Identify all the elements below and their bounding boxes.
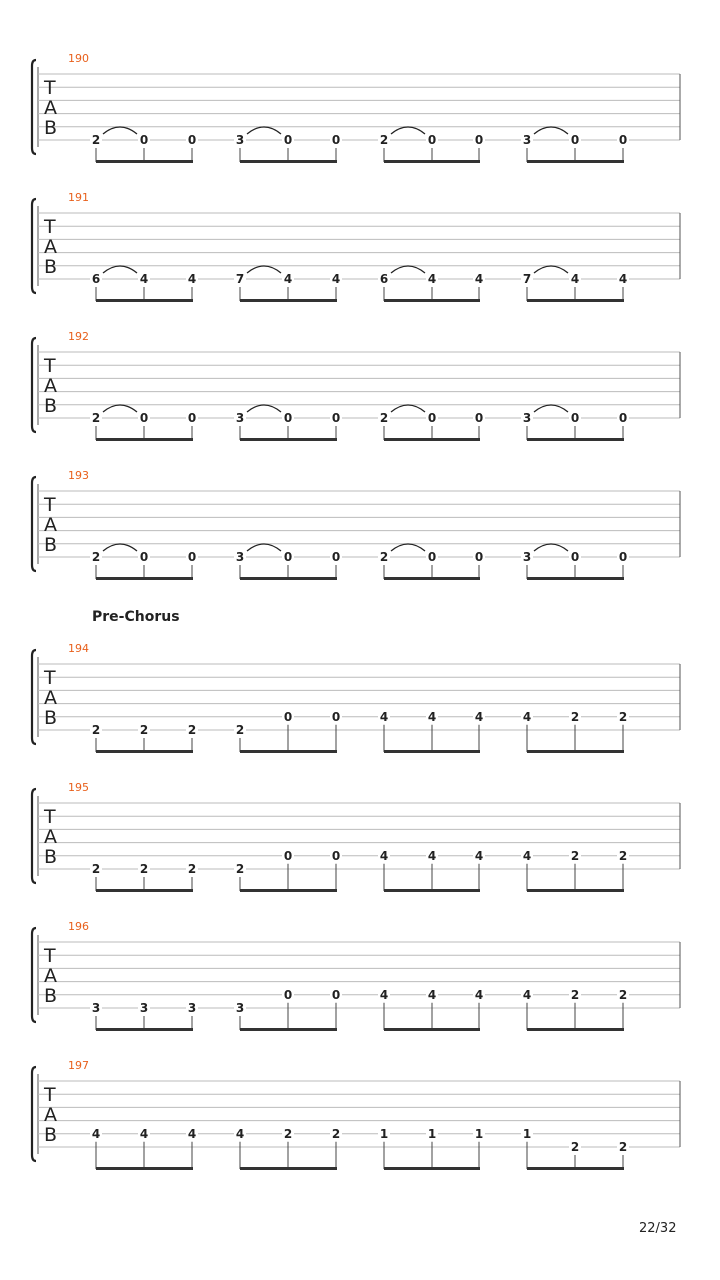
fret-number: 3 <box>235 411 245 425</box>
note-beam <box>527 750 624 753</box>
slur-arc <box>391 544 425 551</box>
fret-number: 3 <box>235 133 245 147</box>
measure-number: 192 <box>68 330 89 343</box>
slur-arc <box>534 405 568 412</box>
fret-number: 4 <box>139 1126 149 1141</box>
fret-number: 0 <box>474 133 484 147</box>
fret-number: 0 <box>427 133 437 147</box>
note-beam <box>527 889 624 892</box>
tab-clef-letter: T <box>44 806 56 828</box>
fret-number: 0 <box>331 709 341 724</box>
tab-clef-letter: T <box>44 945 56 967</box>
tab-clef-letter: A <box>44 97 57 119</box>
measure-number: 196 <box>68 920 89 933</box>
system-bracket <box>32 199 36 293</box>
measure-number: 194 <box>68 642 89 655</box>
tab-clef-letter: T <box>44 667 56 689</box>
measure-number: 195 <box>68 781 89 794</box>
fret-number: 0 <box>187 133 197 147</box>
slur-arc <box>247 127 281 134</box>
note-beam <box>384 889 480 892</box>
note-beam <box>527 1028 624 1031</box>
fret-number: 4 <box>235 1126 245 1141</box>
fret-number: 4 <box>570 272 580 286</box>
slur-arc <box>534 266 568 273</box>
fret-number: 3 <box>139 1001 149 1015</box>
fret-number: 2 <box>618 1140 628 1154</box>
measure-number: 191 <box>68 191 89 204</box>
note-beam <box>384 750 480 753</box>
fret-number: 3 <box>235 550 245 564</box>
slur-arc <box>247 266 281 273</box>
fret-number: 2 <box>187 862 197 876</box>
note-beam <box>96 438 193 441</box>
fret-number: 0 <box>283 848 293 863</box>
note-beam <box>240 1167 337 1170</box>
fret-number: 2 <box>618 848 628 863</box>
fret-number: 6 <box>91 272 101 286</box>
fret-number: 0 <box>283 550 293 564</box>
fret-number: 0 <box>139 411 149 425</box>
fret-number: 0 <box>331 411 341 425</box>
slur-arc <box>391 127 425 134</box>
note-beam <box>96 1167 193 1170</box>
tab-clef-letter: A <box>44 687 57 709</box>
tab-clef-letter: B <box>44 1124 58 1146</box>
fret-number: 2 <box>91 862 101 876</box>
fret-number: 4 <box>379 987 389 1002</box>
fret-number: 2 <box>91 133 101 147</box>
fret-number: 2 <box>235 723 245 737</box>
fret-number: 0 <box>283 411 293 425</box>
note-beam <box>96 577 193 580</box>
fret-number: 4 <box>379 709 389 724</box>
note-beam <box>384 1167 480 1170</box>
measure-number: 197 <box>68 1059 89 1072</box>
tab-clef-letter: A <box>44 236 57 258</box>
slur-arc <box>103 266 137 273</box>
system-bracket <box>32 928 36 1022</box>
system-bracket <box>32 789 36 883</box>
tab-clef-letter: T <box>44 216 56 238</box>
fret-number: 4 <box>91 1126 101 1141</box>
fret-number: 4 <box>474 848 484 863</box>
fret-number: 0 <box>427 550 437 564</box>
fret-number: 0 <box>331 987 341 1002</box>
tab-clef-letter: B <box>44 846 58 868</box>
note-beam <box>527 438 624 441</box>
system-bracket <box>32 1067 36 1161</box>
fret-number: 2 <box>379 133 389 147</box>
note-beam <box>384 1028 480 1031</box>
tab-clef-letter: T <box>44 77 56 99</box>
fret-number: 1 <box>522 1126 532 1141</box>
fret-number: 4 <box>474 987 484 1002</box>
fret-number: 4 <box>474 709 484 724</box>
note-beam <box>384 160 480 163</box>
fret-number: 2 <box>139 723 149 737</box>
tab-clef-letter: T <box>44 1084 56 1106</box>
fret-number: 6 <box>379 272 389 286</box>
fret-number: 2 <box>618 987 628 1002</box>
fret-number: 0 <box>474 550 484 564</box>
note-beam <box>240 438 337 441</box>
note-beam <box>527 577 624 580</box>
fret-number: 0 <box>187 411 197 425</box>
fret-number: 0 <box>618 411 628 425</box>
fret-number: 2 <box>570 987 580 1002</box>
section-label-pre-chorus: Pre-Chorus <box>92 609 180 625</box>
tab-clef-letter: T <box>44 355 56 377</box>
fret-number: 2 <box>187 723 197 737</box>
fret-number: 1 <box>379 1126 389 1141</box>
fret-number: 0 <box>283 987 293 1002</box>
tab-clef-letter: A <box>44 375 57 397</box>
fret-number: 4 <box>331 272 341 286</box>
fret-number: 0 <box>618 550 628 564</box>
fret-number: 4 <box>522 709 532 724</box>
fret-number: 2 <box>379 550 389 564</box>
slur-arc <box>534 544 568 551</box>
fret-number: 4 <box>187 272 197 286</box>
system-bracket <box>32 650 36 744</box>
fret-number: 2 <box>379 411 389 425</box>
fret-number: 0 <box>427 411 437 425</box>
measure-number: 193 <box>68 469 89 482</box>
tab-clef-letter: A <box>44 514 57 536</box>
fret-number: 0 <box>331 133 341 147</box>
fret-number: 4 <box>139 272 149 286</box>
note-beam <box>240 160 337 163</box>
fret-number: 3 <box>91 1001 101 1015</box>
fret-number: 0 <box>618 133 628 147</box>
fret-number: 0 <box>283 133 293 147</box>
fret-number: 4 <box>427 848 437 863</box>
fret-number: 3 <box>235 1001 245 1015</box>
measure-number: 190 <box>68 52 89 65</box>
tab-clef-letter: B <box>44 117 58 139</box>
fret-number: 7 <box>522 272 532 286</box>
fret-number: 0 <box>139 133 149 147</box>
tab-clef-letter: B <box>44 985 58 1007</box>
note-beam <box>96 1028 193 1031</box>
fret-number: 0 <box>331 848 341 863</box>
fret-number: 4 <box>618 272 628 286</box>
fret-number: 0 <box>570 411 580 425</box>
fret-number: 0 <box>570 133 580 147</box>
fret-number: 2 <box>235 862 245 876</box>
fret-number: 2 <box>570 848 580 863</box>
fret-number: 2 <box>331 1126 341 1141</box>
fret-number: 2 <box>91 411 101 425</box>
slur-arc <box>391 266 425 273</box>
slur-arc <box>103 405 137 412</box>
fret-number: 3 <box>522 550 532 564</box>
fret-number: 2 <box>283 1126 293 1141</box>
note-beam <box>240 299 337 302</box>
fret-number: 0 <box>283 709 293 724</box>
system-bracket <box>32 60 36 154</box>
note-beam <box>384 438 480 441</box>
fret-number: 2 <box>139 862 149 876</box>
note-beam <box>96 750 193 753</box>
fret-number: 1 <box>474 1126 484 1141</box>
fret-number: 4 <box>427 709 437 724</box>
slur-arc <box>247 544 281 551</box>
fret-number: 3 <box>522 411 532 425</box>
slur-arc <box>103 127 137 134</box>
fret-number: 2 <box>91 550 101 564</box>
note-beam <box>96 299 193 302</box>
tab-clef-letter: A <box>44 826 57 848</box>
fret-number: 4 <box>283 272 293 286</box>
fret-number: 4 <box>427 987 437 1002</box>
tab-clef-letter: T <box>44 494 56 516</box>
tab-clef-letter: B <box>44 534 58 556</box>
note-beam <box>240 1028 337 1031</box>
fret-number: 0 <box>139 550 149 564</box>
fret-number: 4 <box>427 272 437 286</box>
slur-arc <box>391 405 425 412</box>
tab-clef-letter: A <box>44 1104 57 1126</box>
tab-clef-letter: B <box>44 256 58 278</box>
fret-number: 0 <box>187 550 197 564</box>
fret-number: 0 <box>570 550 580 564</box>
fret-number: 4 <box>522 987 532 1002</box>
note-beam <box>527 299 624 302</box>
note-beam <box>384 299 480 302</box>
note-beam <box>527 1167 624 1170</box>
system-bracket <box>32 477 36 571</box>
fret-number: 0 <box>474 411 484 425</box>
fret-number: 3 <box>522 133 532 147</box>
note-beam <box>240 577 337 580</box>
fret-number: 0 <box>331 550 341 564</box>
note-beam <box>240 889 337 892</box>
tab-clef-letter: B <box>44 707 58 729</box>
slur-arc <box>103 544 137 551</box>
fret-number: 4 <box>474 272 484 286</box>
tab-clef-letter: A <box>44 965 57 987</box>
fret-number: 2 <box>91 723 101 737</box>
fret-number: 1 <box>427 1126 437 1141</box>
tab-clef-letter: B <box>44 395 58 417</box>
note-beam <box>527 160 624 163</box>
note-beam <box>240 750 337 753</box>
fret-number: 2 <box>570 709 580 724</box>
page-number: 22/32 <box>639 1221 677 1236</box>
fret-number: 4 <box>379 848 389 863</box>
note-beam <box>96 160 193 163</box>
note-beam <box>384 577 480 580</box>
fret-number: 4 <box>187 1126 197 1141</box>
slur-arc <box>247 405 281 412</box>
fret-number: 7 <box>235 272 245 286</box>
fret-number: 3 <box>187 1001 197 1015</box>
fret-number: 4 <box>522 848 532 863</box>
note-beam <box>96 889 193 892</box>
fret-number: 2 <box>570 1140 580 1154</box>
slur-arc <box>534 127 568 134</box>
fret-number: 2 <box>618 709 628 724</box>
system-bracket <box>32 338 36 432</box>
